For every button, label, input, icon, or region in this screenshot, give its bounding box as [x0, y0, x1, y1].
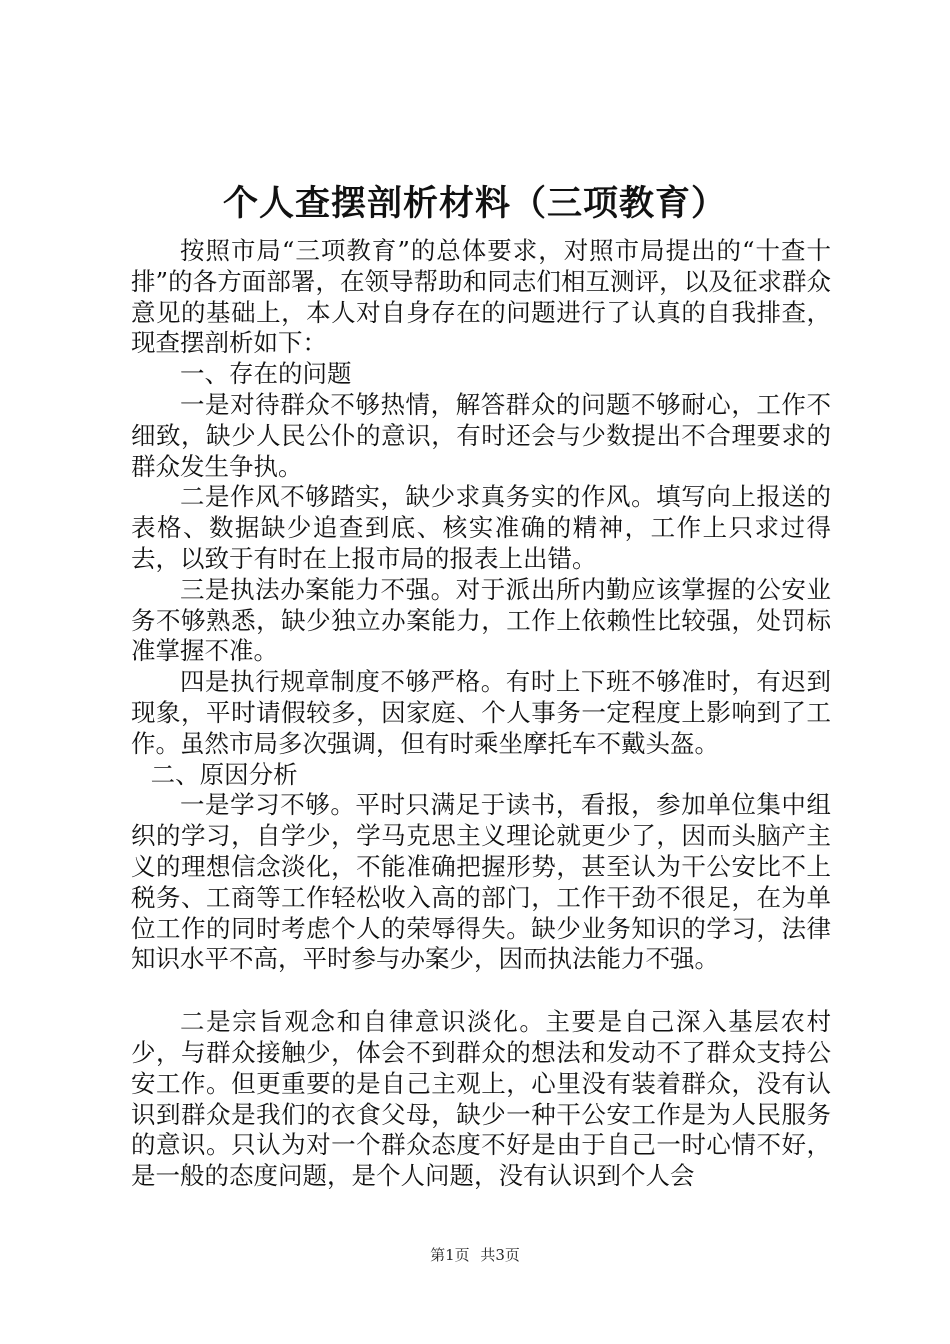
section-heading-problems: 一、存在的问题 [180, 359, 352, 389]
section-heading-causes: 二、原因分析 [150, 759, 298, 789]
problem-paragraph-1: 一是对待群众不够热情，解答群众的问题不够耐心，工作不细致，缺少人民公仆的意识，有时还会与少数提出不合理要求的群众发生争执。 [131, 389, 831, 481]
problem-paragraph-4: 四是执行规章制度不够严格。有时上下班不够准时，有迟到现象，平时请假较多，因家庭、个人事务一定程度上影响到了工作。虽然市局多次强调，但有时乘坐摩托车不戴头盔。 [131, 667, 831, 758]
page-count: 共3页 [480, 1246, 520, 1264]
document-title: 个人查摆剖析材料（三项教育） [222, 183, 727, 224]
problem-paragraph-3: 三是执法办案能力不强。对于派出所内勤应该掌握的公安业务不够熟悉，缺少独立办案能力，工作上依赖性比较强，处罚标准掌握不准。 [131, 574, 831, 666]
page-number: 第1页 [430, 1246, 470, 1264]
intro-paragraph: 按照市局“三项教育”的总体要求，对照市局提出的“十查十排”的各方面部署，在领导帮助和同志们相互测评，以及征求群众意见的基础上，本人对自身存在的问题进行了认真的自我排查，现查摆剖析如下： [131, 236, 831, 358]
page-footer [0, 1244, 950, 1266]
cause-paragraph-2: 二是宗旨观念和自律意识淡化。主要是自己深入基层农村少，与群众接触少，体会不到群众的想法和发动不了群众支持公安工作。但更重要的是自己主观上，心里没有装着群众，没有认识到群众是我们的衣食父母，缺少一种干公安工作是为人民服务的意识。只认为对一个群众态度不好是由于自己一时心情不好，是一般的态度问题，是个人问题，没有认识到个人会 [131, 1007, 831, 1191]
cause-paragraph-1: 一是学习不够。平时只满足于读书，看报，参加单位集中组织的学习，自学少，学马克思主义理论就更少了，因而头脑产主义的理想信念淡化，不能准确把握形势，甚至认为干公安比不上税务、工商等工作轻松收入高的部门，工作干劲不很足，在为单位工作的同时考虑个人的荣辱得失。缺少业务知识的学习，法律知识水平不高，平时参与办案少，因而执法能力不强。 [131, 790, 831, 974]
document-body [131, 236, 831, 1192]
paragraph-spacer [131, 975, 831, 1007]
problem-paragraph-2: 二是作风不够踏实，缺少求真务实的作风。填写向上报送的表格、数据缺少追查到底、核实准确的精神，工作上只求过得去，以致于有时在上报市局的报表上出错。 [131, 482, 831, 573]
